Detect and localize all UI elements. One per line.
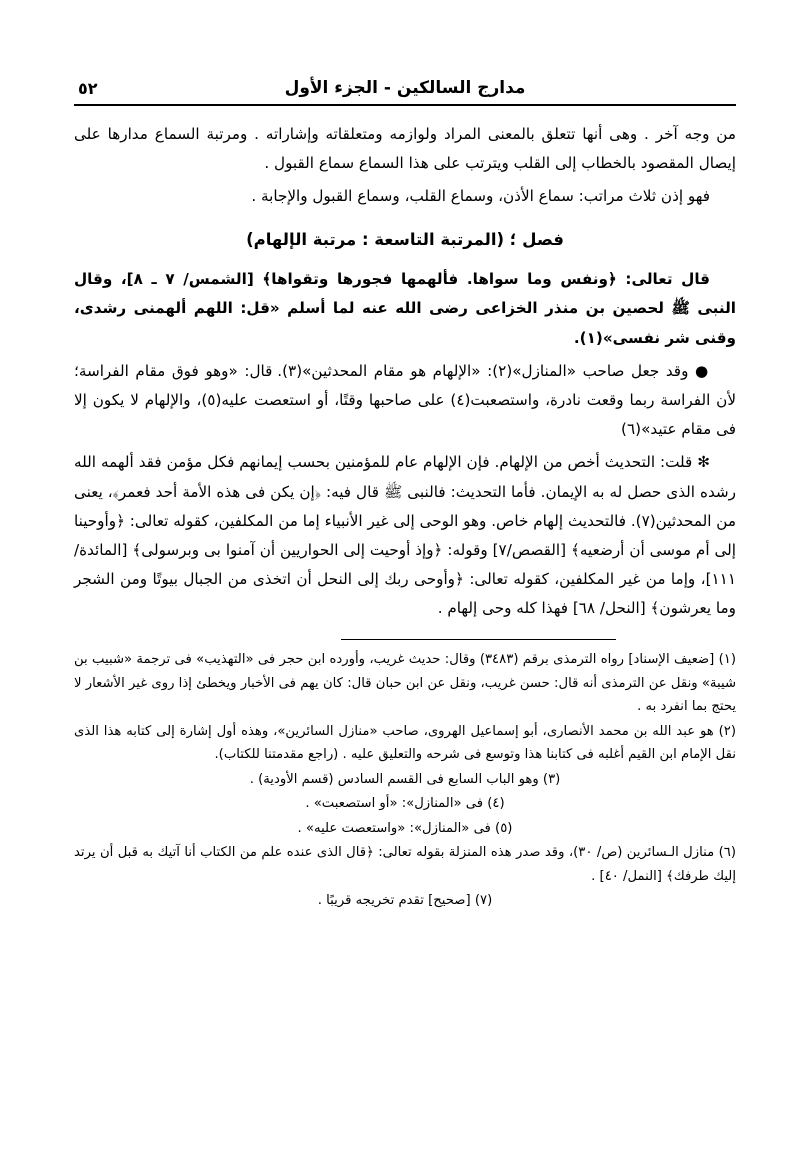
paragraph-quran: قال تعالى: ﴿ونفس وما سواها. فألهمها فجورها وتقواها﴾ [الشمس/ ٧ ـ ٨]، وقال النبى ﷺ لحصين بن منذر الخزاعى رضى الله عنه لما أسلم «قل: اللهم ألهمنى رشدى، وقنى شر نفسى»(١). (74, 270, 736, 347)
page-header (74, 78, 736, 104)
header-divider (74, 104, 736, 106)
footnote-item: (٤) فى «المنازل»: «أو استصعبت» . (305, 796, 505, 812)
footnote-item: (٥) فى «المنازل»: «واستعصت عليه» . (297, 820, 513, 836)
footnote-item: (٦) منازل الـسائرين (ص/ ٣٠)، وقد صدر هذه المنزلة بقوله تعالى: ﴿قال الذى عنده علم من الكتاب أنا آتيك به قبل أن يرتد إليك طرفك﴾ [النمل/ ٤٠] . (74, 845, 736, 884)
footnote-item: (١) [ضعيف الإسناد] رواه الترمذى برقم (٣٤٨٣) وقال: حديث غريب، وأورده ابن حجر فى «التهذيب» فى ترجمة «شبيب بن شيبة» ونقل عن الترمذى أنه قال: حسن غريب، ونقل عن ابن حبان قال: كان يهم فى الأخبار ويخطئ إذا روى غير الأشعار لا يحتج بما انفرد به . (74, 652, 736, 715)
book-title: مدارج السالكين - الجزء الأول (284, 78, 526, 98)
footnote-divider (341, 639, 616, 640)
footnote-item: (٣) وهو الباب السابع فى القسم السادس (قسم الأودية) . (249, 771, 561, 787)
page-body (74, 120, 736, 623)
page-number: ٥٢ (78, 79, 98, 98)
footnotes-block (74, 648, 736, 913)
paragraph-bullet-one: ● وقد جعل صاحب «المنازل»(٢): «الإلهام هو مقام المحدثين»(٣). قال: «وهو فوق مقام الفراسة؛ لأن الفراسة ربما وقعت نادرة، واستصعبت(٤) على صاحبها وقتًا، أو استعصت عليه(٥)، والإلهام لا يكون إلا فى مقام عتيد»(٦) (74, 361, 736, 439)
paragraph: من وجه آخر . وهى أنها تتعلق بالمعنى المراد ولوازمه ومتعلقاته وإشاراته . ومرتبة السماع مدارها على إيصال المقصود بالخطاب إلى القلب ويترتب على هذا السماع سماع القبول . (74, 125, 736, 173)
paragraph: فهو إذن ثلاث مراتب: سماع الأذن، وسماع القلب، وسماع القبول والإجابة . (251, 187, 710, 206)
footnote-item: (٧) [صحيح] تقدم تخريجه قريبًا . (317, 893, 493, 909)
paragraph-bullet-two: ✻ قلت: التحديث أخص من الإلهام. فإن الإلهام عام للمؤمنين بحسب إيمانهم فكل مؤمن فقد ألهمه الله رشده الذى حصل له به الإيمان. فأما التحديث: فالنبى ﷺ قال فيه: ﴿إن يكن فى هذه الأمة أحد فعمر﴾، يعنى من المحدثين(٧). فالتحديث إلهام خاص. وهو الوحى إلى غير الأنبياء إما من المكلفين، كقوله تعالى: ﴿وأوحينا إلى أم موسى أن أرضعيه﴾ [القصص/٧] وقوله: ﴿وإذ أوحيت إلى الحواريين أن آمنوا بى وبرسولى﴾ [المائدة/ ١١١]، وإما من غير المكلفين، كقوله تعالى: ﴿وأوحى ربك إلى النحل أن اتخذى من الجبال بيوتًا ومن الشجر وما يعرشون﴾ [النحل/ ٦٨] فهذا كله وحى إلهام . (74, 453, 736, 618)
section-heading: فصل ؛ (المرتبة التاسعة : مرتبة الإلهام) (246, 229, 564, 249)
footnote-item: (٢) هو عبد الله بن محمد الأنصارى، أبو إسماعيل الهروى، صاحب «منازل السائرين»، وهذه أول إشارة إلى كتابه هذا الذى نقل الإمام ابن القيم أغلبه فى كتابنا هذا وتوسع فى شرحه والتعليق عليه . (راجع مقدمتنا للكتاب). (74, 723, 736, 763)
